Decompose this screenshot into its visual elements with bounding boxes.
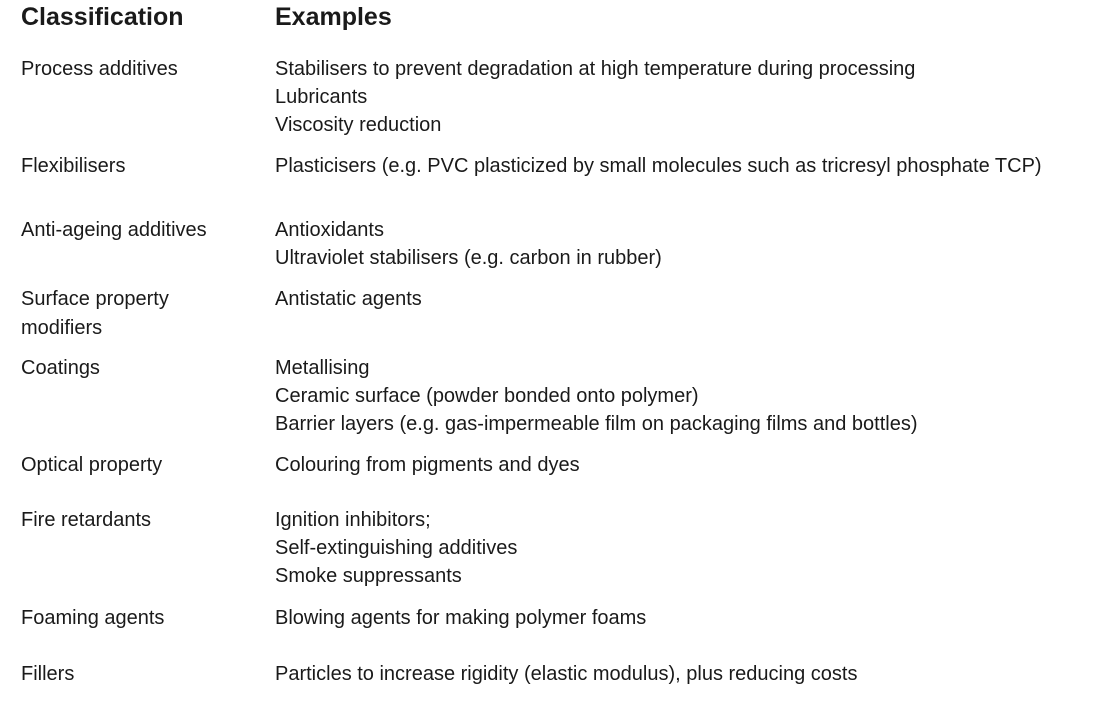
example-item: Viscosity reduction [275, 114, 442, 136]
example-item: Antistatic agents [275, 288, 422, 310]
example-item: Plasticisers (e.g. PVC plasticized by small molecules such as tricresyl phosphate TCP) [275, 155, 1042, 177]
classification-cell [21, 506, 261, 535]
classification-text: Foaming agents [21, 607, 165, 629]
example-item: Barrier layers (e.g. gas-impermeable film on packaging films and bottles) [275, 413, 918, 435]
examples-header: Examples [275, 3, 392, 31]
example-item: Metallising [275, 357, 370, 379]
classification-cell [21, 152, 261, 181]
example-item: Stabilisers to prevent degradation at high temperature during processing [275, 58, 916, 80]
classification-text: Fire retardants [21, 509, 152, 531]
classification-cell [21, 354, 261, 383]
classification-cell [21, 660, 261, 689]
classification-text: Anti-ageing additives [21, 219, 207, 241]
example-item: Ceramic surface (powder bonded onto polymer) [275, 385, 699, 407]
classification-text: modifiers [21, 317, 103, 339]
classification-cell [21, 451, 261, 480]
examples-cell [275, 216, 1115, 272]
classification-header: Classification [21, 3, 184, 31]
classification-cell [21, 604, 261, 633]
example-item: Smoke suppressants [275, 565, 462, 587]
classification-text: Coatings [21, 357, 100, 379]
examples-cell [275, 604, 1115, 632]
examples-cell [275, 660, 1115, 688]
example-item: Lubricants [275, 86, 368, 108]
classification-text: Surface property [21, 288, 169, 310]
example-item: Antioxidants [275, 219, 384, 241]
classification-cell [21, 55, 261, 84]
classification-cell [21, 285, 261, 343]
example-item: Colouring from pigments and dyes [275, 454, 580, 476]
examples-cell [275, 506, 1115, 590]
examples-cell [275, 451, 1115, 479]
classification-cell [21, 216, 261, 245]
example-item: Blowing agents for making polymer foams [275, 607, 647, 629]
example-item: Self-extinguishing additives [275, 537, 518, 559]
examples-cell [275, 152, 1115, 180]
examples-cell [275, 55, 1115, 139]
example-item: Ultraviolet stabilisers (e.g. carbon in rubber) [275, 247, 662, 269]
classification-text: Fillers [21, 663, 75, 685]
classification-text: Process additives [21, 58, 178, 80]
example-item: Particles to increase rigidity (elastic modulus), plus reducing costs [275, 663, 858, 685]
example-item: Ignition inhibitors; [275, 509, 431, 531]
examples-cell [275, 354, 1115, 438]
classification-text: Optical property [21, 454, 163, 476]
examples-cell [275, 285, 1115, 313]
classification-text: Flexibilisers [21, 155, 126, 177]
